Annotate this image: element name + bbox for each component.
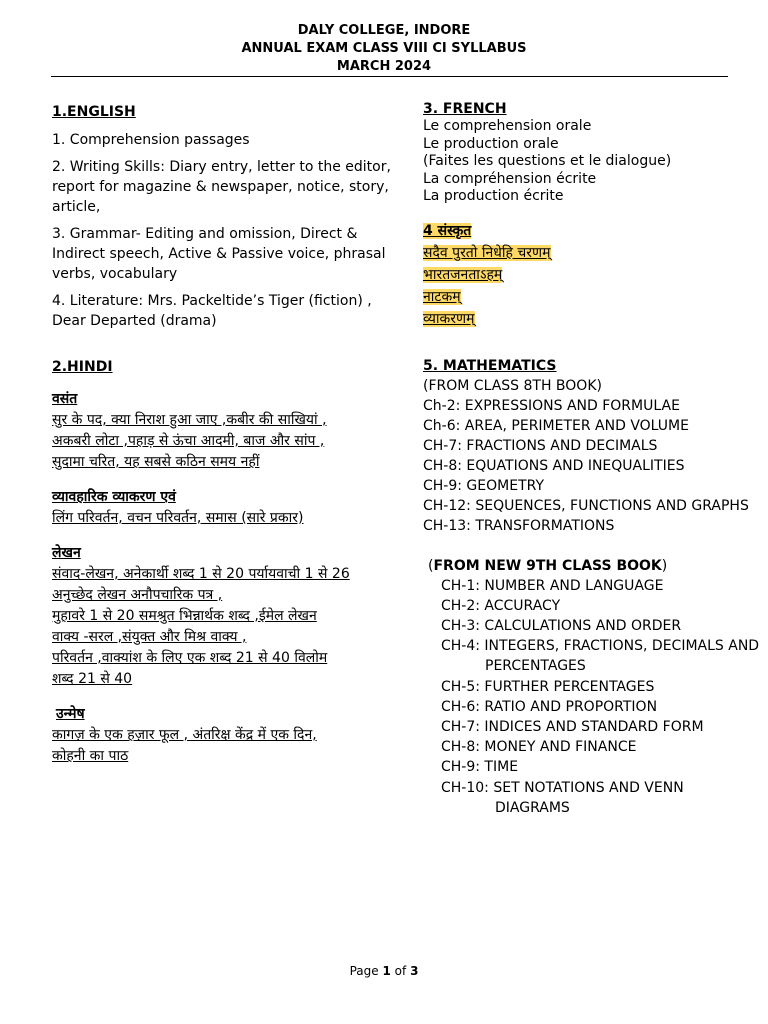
sanskrit-title: 4 संस्कृत <box>423 222 472 239</box>
hindi-line: अकबरी लोटा ,पहाड़ से ऊंचा आदमी, बाज और सांप , <box>52 433 325 449</box>
page-number: 1 <box>382 964 391 978</box>
english-title: 1.ENGLISH <box>52 104 136 120</box>
chapter-item: CH-9: TIME <box>441 759 519 776</box>
hindi-line: संवाद-लेखन, अनेकार्थी शब्द 1 से 20 पर्यायवाची 1 से 26 <box>52 566 350 582</box>
vasant-heading: वसंत <box>52 391 78 407</box>
chapter-item-continuation: PERCENTAGES <box>485 658 586 675</box>
hindi-line: कागज़ के एक हज़ार फूल , अंतरिक्ष केंद्र में एक दिन, <box>52 727 317 743</box>
hindi-line: अनुच्छेद लेखन अनौपचारिक पत्र , <box>52 587 223 603</box>
class9-chapter-list <box>423 576 768 818</box>
hindi-title: 2.HINDI <box>52 359 113 375</box>
school-name: DALY COLLEGE, INDORE <box>297 23 471 38</box>
chapter-item: CH-1: NUMBER AND LANGUAGE <box>441 577 664 594</box>
chapter-item: CH-3: CALCULATIONS AND ORDER <box>441 617 682 634</box>
right-column <box>423 100 768 818</box>
class9-heading-text: FROM NEW 9TH CLASS BOOK <box>433 557 662 574</box>
french-line: (Faites les questions et le dialogue) <box>423 153 672 169</box>
chapter-item: CH-8: MONEY AND FINANCE <box>441 739 637 756</box>
french-section <box>423 100 768 206</box>
french-line: Le production orale <box>423 135 559 152</box>
hindi-line: कोहनी का पाठ <box>52 748 129 764</box>
sanskrit-section <box>423 220 768 330</box>
header-divider <box>51 76 728 77</box>
document-header <box>0 22 768 76</box>
hindi-line: लिंग परिवर्तन, वचन परिवर्तन, समास (सारे प्रकार) <box>52 510 304 526</box>
chapter-item: CH-2: ACCURACY <box>441 597 561 614</box>
page-total: 3 <box>410 964 419 978</box>
chapter-item: Ch-2: EXPRESSIONS AND FORMULAE <box>423 397 680 414</box>
chapter-item: CH-6: RATIO AND PROPORTION <box>441 698 658 715</box>
hindi-lekhan <box>52 543 397 690</box>
hindi-line: मुहावरे 1 से 20 समश्रुत भिन्नार्थक शब्द ,ईमेल लेखन <box>52 608 317 624</box>
exam-date: MARCH 2024 <box>336 59 432 74</box>
french-line: La production écrite <box>423 188 564 204</box>
hindi-line: वाक्य -सरल ,संयुक्त और मिश्र वाक्य , <box>52 629 247 645</box>
english-item: 2. Writing Skills: Diary entry, letter to the editor, report for magazine & newspaper, notice, story, article, <box>52 159 391 215</box>
hindi-vyakaran <box>52 487 397 529</box>
syllabus-title: ANNUAL EXAM CLASS VIII CI SYLLABUS <box>241 41 527 56</box>
class8-heading: (FROM CLASS 8TH BOOK) <box>423 377 602 394</box>
chapter-item: CH-7: INDICES AND STANDARD FORM <box>441 718 704 735</box>
page-word: Page <box>349 964 379 978</box>
chapter-item: CH-13: TRANSFORMATIONS <box>423 517 615 534</box>
hindi-vasant <box>52 389 397 473</box>
chapter-item: Ch-6: AREA, PERIMETER AND VOLUME <box>423 417 689 434</box>
english-item: 1. Comprehension passages <box>52 132 250 148</box>
chapter-item-continuation: DIAGRAMS <box>495 799 570 816</box>
hindi-line: परिवर्तन ,वाक्यांश के लिए एक शब्द 21 से 40 विलोम <box>52 650 328 666</box>
hindi-line: सुदामा चरित, यह सबसे कठिन समय नहीं <box>52 454 260 470</box>
french-line: La compréhension écrite <box>423 170 597 187</box>
maths-title: 5. MATHEMATICS <box>423 357 557 374</box>
chapter-item: CH-9: GEOMETRY <box>423 477 545 494</box>
class9-heading-close: ) <box>661 557 668 574</box>
sanskrit-line: भारतजनताऽहम् <box>423 266 503 283</box>
sanskrit-line: नाटकम् <box>423 288 461 305</box>
lekhan-heading: लेखन <box>52 545 81 561</box>
chapter-item: CH-12: SEQUENCES, FUNCTIONS AND GRAPHS <box>423 497 749 514</box>
chapter-item: CH-5: FURTHER PERCENTAGES <box>441 678 655 695</box>
sanskrit-line: व्याकरणम् <box>423 310 475 327</box>
of-word: of <box>394 964 407 978</box>
chapter-item: CH-10: SET NOTATIONS AND VENN <box>441 779 684 796</box>
english-item: 3. Grammar- Editing and omission, Direct & Indirect speech, Active & Passive voice, phrasal verbs, vocabulary <box>52 226 386 282</box>
class9-heading-open: ( <box>428 557 434 574</box>
vyakaran-heading: व्यावहारिक व्याकरण एवं <box>52 489 176 505</box>
chapter-item: CH-7: FRACTIONS AND DECIMALS <box>423 437 658 454</box>
page-footer <box>0 964 768 978</box>
french-title: 3. FRENCH <box>423 101 507 117</box>
unmesh-heading: उन्मेष <box>56 706 85 722</box>
english-item: 4. Literature: Mrs. Packeltide’s Tiger (fiction) , Dear Departed (drama) <box>52 293 372 329</box>
left-column <box>52 100 397 767</box>
hindi-unmesh <box>52 704 397 767</box>
french-line: Le comprehension orale <box>423 118 592 134</box>
class9-heading <box>423 556 768 576</box>
sanskrit-line: सदैव पुरतो निधेहि चरणम् <box>423 244 551 261</box>
chapter-item: CH-4: INTEGERS, FRACTIONS, DECIMALS AND <box>441 638 760 655</box>
hindi-line: सुर के पद, क्या निराश हुआ जाए ,कबीर की साखियां , <box>52 412 327 428</box>
hindi-line: शब्द 21 से 40 <box>52 671 133 687</box>
maths-section <box>423 356 768 818</box>
chapter-item: CH-8: EQUATIONS AND INEQUALITIES <box>423 457 685 474</box>
